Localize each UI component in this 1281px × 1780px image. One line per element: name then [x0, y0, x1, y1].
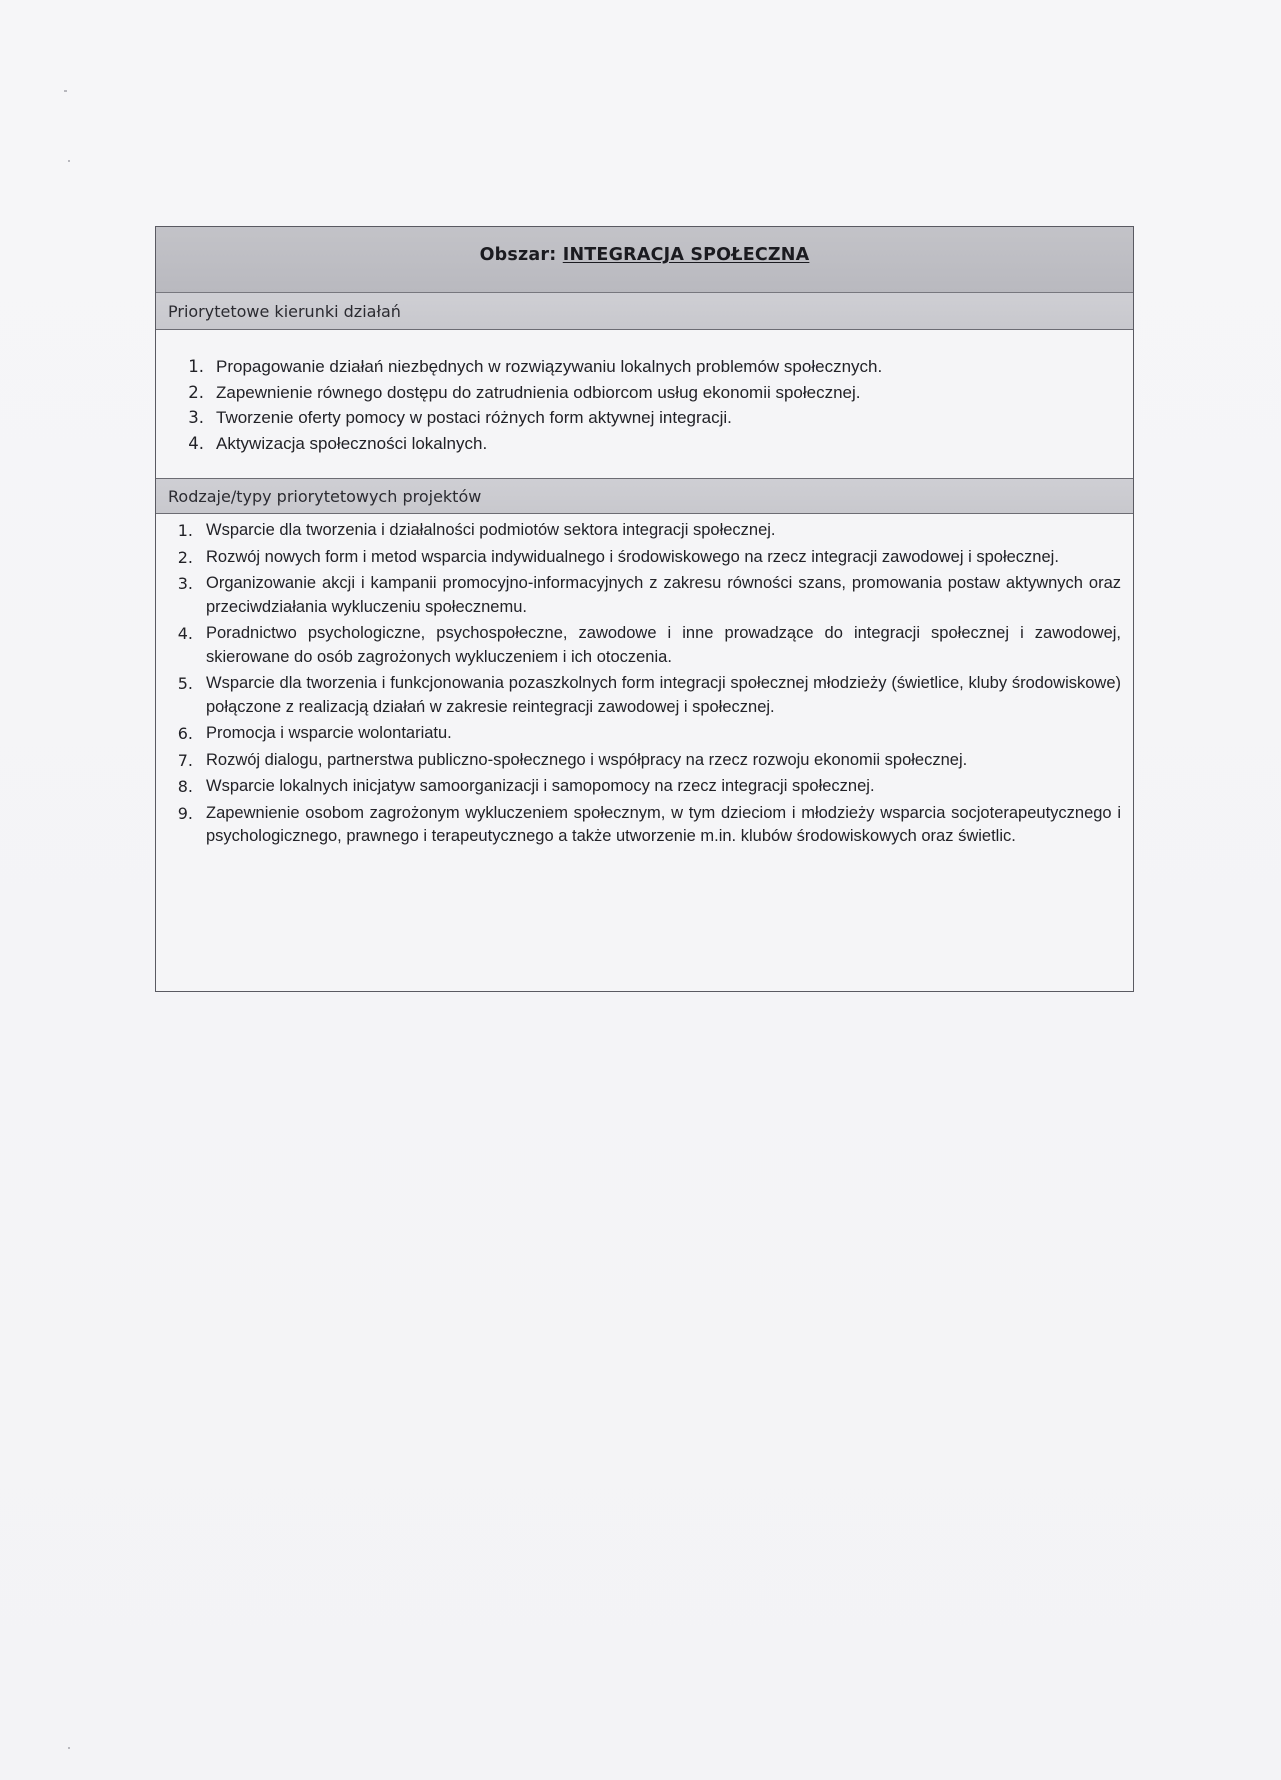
item-text: Wsparcie dla tworzenia i funkcjonowania pozaszkolnych form integracji społecznej młodzieży (świetlice, kluby środowiskowe) połączone z realizacją działań w zakresie reintegracji zawodowej i społecznej.	[206, 674, 1121, 716]
item-text: Wsparcie lokalnych inicjatyw samoorganizacji i samopomocy na rzecz integracji społecznej.	[206, 777, 875, 795]
item-text: Zapewnienie równego dostępu do zatrudnienia odbiorcom usług ekonomii społecznej.	[216, 382, 861, 402]
item-number: 9.	[177, 803, 193, 823]
area-prefix: Obszar:	[479, 245, 557, 265]
item-text: Rozwój nowych form i metod wsparcia indywidualnego i środowiskowego na rzecz integracji zawodowej i społecznej.	[206, 547, 1059, 566]
list-item	[156, 519, 1121, 543]
scan-speck	[68, 160, 70, 162]
list-item	[156, 380, 1103, 406]
item-text: Propagowanie działań niezbędnych w rozwiązywaniu lokalnych problemów społecznych.	[216, 357, 883, 376]
item-number: 4.	[188, 433, 204, 453]
area-name: INTEGRACJA SPOŁECZNA	[562, 245, 810, 265]
list-item	[156, 431, 1103, 457]
list-item	[156, 572, 1121, 619]
list-item	[156, 622, 1121, 669]
item-text: Tworzenie oferty pomocy w postaci różnych form aktywnej integracji.	[216, 408, 732, 427]
item-number: 2.	[188, 382, 204, 402]
item-number: 3.	[177, 574, 193, 593]
area-header	[156, 227, 1133, 293]
projects-heading: Rodzaje/typy priorytetowych projektów	[156, 478, 1133, 514]
item-text: Aktywizacja społeczności lokalnych.	[216, 433, 488, 453]
item-number: 2.	[177, 547, 193, 567]
area-title	[156, 245, 1133, 265]
list-item	[156, 802, 1121, 849]
item-number: 7.	[177, 750, 193, 770]
list-item	[156, 672, 1121, 719]
list-item	[156, 775, 1121, 799]
list-item	[156, 546, 1121, 570]
item-number: 5.	[177, 674, 193, 693]
item-number: 4.	[177, 624, 193, 643]
item-number: 3.	[188, 408, 204, 427]
list-item	[156, 405, 1103, 431]
directions-list	[156, 330, 1133, 478]
list-item	[156, 354, 1103, 380]
item-number: 1.	[177, 521, 193, 540]
item-number: 1.	[188, 357, 204, 376]
item-text: Organizowanie akcji i kampanii promocyjno-informacyjnych z zakresu równości szans, promowania postaw aktywnych oraz przeciwdziałania wykluczeniu społecznemu.	[206, 574, 1121, 616]
item-number: 6.	[177, 724, 193, 743]
item-number: 8.	[177, 777, 193, 796]
list-item	[156, 722, 1121, 746]
item-text: Poradnictwo psychologiczne, psychospołeczne, zawodowe i inne prowadzące do integracji społecznej i zawodowej, skierowane do osób zagrożonych wykluczeniem i ich otoczenia.	[206, 624, 1121, 666]
item-text: Promocja i wsparcie wolontariatu.	[206, 724, 452, 742]
list-item	[156, 749, 1121, 773]
item-text: Wsparcie dla tworzenia i działalności podmiotów sektora integracji społecznej.	[206, 521, 776, 539]
item-text: Zapewnienie osobom zagrożonym wykluczeniem społecznym, w tym dzieciom i młodzieży wsparcia socjoterapeutycznego i psychologicznego, prawnego i terapeutycznego a także utworzenie m.in. klubów środowiskowych oraz świetlic.	[206, 803, 1121, 845]
scan-speck	[64, 90, 67, 92]
area-table	[155, 226, 1134, 992]
projects-list	[156, 514, 1133, 849]
directions-heading: Priorytetowe kierunki działań	[156, 293, 1133, 330]
item-text: Rozwój dialogu, partnerstwa publiczno-społecznego i współpracy na rzecz rozwoju ekonomii społecznej.	[206, 750, 968, 769]
scan-speck	[68, 1747, 70, 1749]
